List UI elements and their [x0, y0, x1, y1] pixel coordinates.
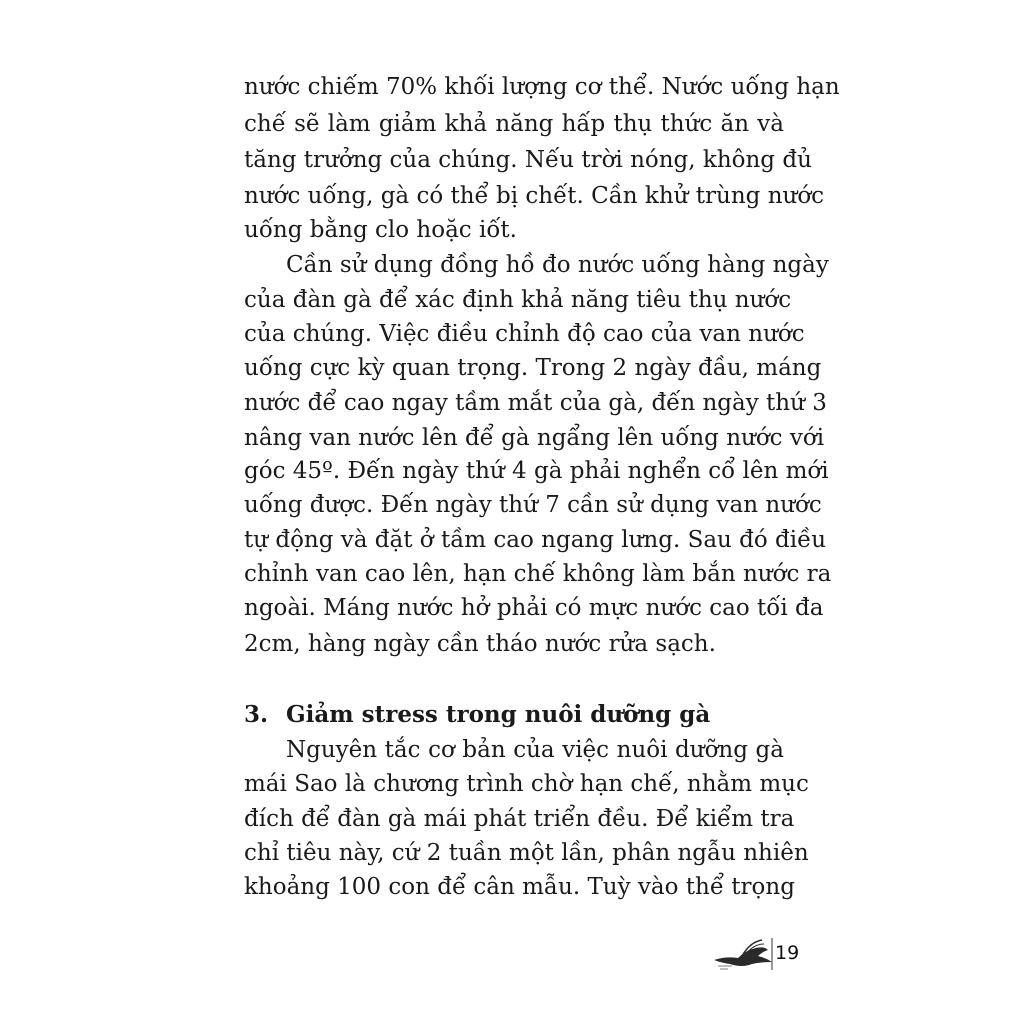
text-line: nâng van nước lên để gà ngẩng lên uống nước với — [244, 425, 825, 451]
text-line: chế sẽ làm giảm khả năng hấp thụ thức ăn và — [244, 111, 784, 137]
text-line: của chúng. Việc điều chỉnh độ cao của van nước — [244, 321, 805, 347]
text-line: nước để cao ngay tầm mắt của gà, đến ngày thứ 3 — [244, 390, 827, 416]
text-line: của đàn gà để xác định khả năng tiêu thụ nước — [244, 287, 792, 313]
text-line: tăng trưởng của chúng. Nếu trời nóng, không đủ — [244, 147, 812, 173]
text-line: Cần sử dụng đồng hồ đo nước uống hàng ngày — [286, 252, 829, 278]
text-line: chỉ tiêu này, cứ 2 tuần một lần, phân ngẫu nhiên — [244, 840, 809, 866]
text-line: góc 45º. Đến ngày thứ 4 gà phải nghển cổ lên mới — [244, 458, 829, 484]
section-title: Giảm stress trong nuôi dưỡng gà — [286, 701, 711, 728]
text-line: 2cm, hàng ngày cần tháo nước rửa sạch. — [244, 631, 716, 657]
text-line: mái Sao là chương trình chờ hạn chế, nhằm mục — [244, 771, 809, 797]
text-line: đích để đàn gà mái phát triển đều. Để kiểm tra — [244, 806, 795, 832]
bird-ornament-icon — [712, 936, 776, 972]
text-line: uống được. Đến ngày thứ 7 cần sử dụng van nước — [244, 492, 822, 518]
text-line: tự động và đặt ở tầm cao ngang lưng. Sau đó điều — [244, 527, 827, 553]
text-line: uống bằng clo hoặc iốt. — [244, 217, 517, 243]
text-line: chỉnh van cao lên, hạn chế không làm bắn nước ra — [244, 561, 832, 587]
text-line: ngoài. Máng nước hở phải có mực nước cao tối đa — [244, 595, 824, 621]
section-heading — [244, 700, 710, 730]
section-number: 3. — [244, 701, 269, 728]
text-line: nước uống, gà có thể bị chết. Cần khử trùng nước — [244, 183, 825, 209]
text-line: khoảng 100 con để cân mẫu. Tuỳ vào thể trọng — [244, 874, 795, 900]
text-line: uống cực kỳ quan trọng. Trong 2 ngày đầu, máng — [244, 355, 822, 381]
page-number: 19 — [775, 942, 800, 964]
text-line: Nguyên tắc cơ bản của việc nuôi dưỡng gà — [286, 737, 784, 763]
page-footer — [712, 936, 802, 976]
text-line: nước chiếm 70% khối lượng cơ thể. Nước uống hạn — [244, 74, 840, 100]
